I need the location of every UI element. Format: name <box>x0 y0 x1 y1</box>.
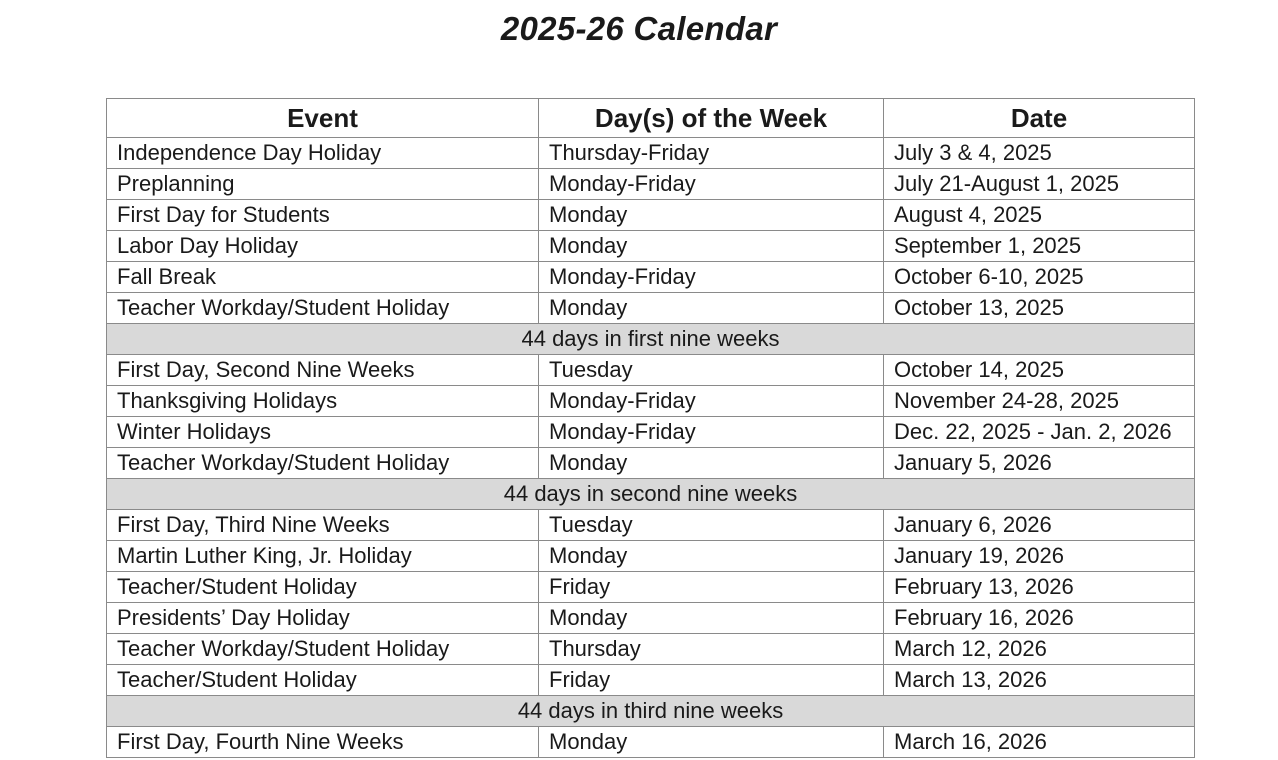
event-cell: Teacher Workday/Student Holiday <box>107 448 539 479</box>
date-cell: February 13, 2026 <box>884 572 1195 603</box>
table-row <box>107 417 1195 448</box>
date-cell: February 16, 2026 <box>884 603 1195 634</box>
column-header-date: Date <box>884 99 1195 138</box>
column-header-day: Day(s) of the Week <box>539 99 884 138</box>
table-row <box>107 138 1195 169</box>
table-row <box>107 541 1195 572</box>
table-header-row <box>107 99 1195 138</box>
date-cell: Dec. 22, 2025 - Jan. 2, 2026 <box>884 417 1195 448</box>
table-row <box>107 169 1195 200</box>
date-cell: July 3 & 4, 2025 <box>884 138 1195 169</box>
day-cell: Monday <box>539 448 884 479</box>
event-cell: First Day, Third Nine Weeks <box>107 510 539 541</box>
event-cell: Presidents’ Day Holiday <box>107 603 539 634</box>
day-cell: Monday-Friday <box>539 169 884 200</box>
day-cell: Monday-Friday <box>539 417 884 448</box>
date-cell: March 13, 2026 <box>884 665 1195 696</box>
column-header-event: Event <box>107 99 539 138</box>
event-cell: First Day, Second Nine Weeks <box>107 355 539 386</box>
calendar-table <box>106 98 1195 758</box>
date-cell: January 6, 2026 <box>884 510 1195 541</box>
summary-text: 44 days in third nine weeks <box>107 696 1195 727</box>
event-cell: Thanksgiving Holidays <box>107 386 539 417</box>
date-cell: March 12, 2026 <box>884 634 1195 665</box>
date-cell: October 13, 2025 <box>884 293 1195 324</box>
date-cell: July 21-August 1, 2025 <box>884 169 1195 200</box>
event-cell: Independence Day Holiday <box>107 138 539 169</box>
event-cell: Teacher Workday/Student Holiday <box>107 634 539 665</box>
date-cell: October 14, 2025 <box>884 355 1195 386</box>
date-cell: January 5, 2026 <box>884 448 1195 479</box>
table-row <box>107 448 1195 479</box>
event-cell: Teacher/Student Holiday <box>107 665 539 696</box>
event-cell: First Day, Fourth Nine Weeks <box>107 727 539 758</box>
day-cell: Tuesday <box>539 510 884 541</box>
day-cell: Monday <box>539 603 884 634</box>
calendar-table-body <box>107 138 1195 758</box>
table-row <box>107 572 1195 603</box>
day-cell: Monday <box>539 231 884 262</box>
day-cell: Monday <box>539 727 884 758</box>
table-row <box>107 231 1195 262</box>
date-cell: September 1, 2025 <box>884 231 1195 262</box>
day-cell: Monday <box>539 200 884 231</box>
table-row <box>107 293 1195 324</box>
summary-row <box>107 324 1195 355</box>
event-cell: Teacher/Student Holiday <box>107 572 539 603</box>
table-row <box>107 262 1195 293</box>
day-cell: Monday-Friday <box>539 386 884 417</box>
summary-row <box>107 479 1195 510</box>
day-cell: Thursday-Friday <box>539 138 884 169</box>
table-row <box>107 510 1195 541</box>
day-cell: Monday <box>539 541 884 572</box>
day-cell: Thursday <box>539 634 884 665</box>
event-cell: Martin Luther King, Jr. Holiday <box>107 541 539 572</box>
table-row <box>107 355 1195 386</box>
event-cell: First Day for Students <box>107 200 539 231</box>
table-row <box>107 200 1195 231</box>
day-cell: Monday-Friday <box>539 262 884 293</box>
date-cell: January 19, 2026 <box>884 541 1195 572</box>
date-cell: August 4, 2025 <box>884 200 1195 231</box>
event-cell: Winter Holidays <box>107 417 539 448</box>
date-cell: November 24-28, 2025 <box>884 386 1195 417</box>
table-row <box>107 386 1195 417</box>
table-row <box>107 634 1195 665</box>
page-title: 2025-26 Calendar <box>500 10 778 47</box>
summary-text: 44 days in second nine weeks <box>107 479 1195 510</box>
day-cell: Friday <box>539 572 884 603</box>
date-cell: March 16, 2026 <box>884 727 1195 758</box>
date-cell: October 6-10, 2025 <box>884 262 1195 293</box>
event-cell: Preplanning <box>107 169 539 200</box>
summary-text: 44 days in first nine weeks <box>107 324 1195 355</box>
event-cell: Teacher Workday/Student Holiday <box>107 293 539 324</box>
event-cell: Labor Day Holiday <box>107 231 539 262</box>
day-cell: Friday <box>539 665 884 696</box>
day-cell: Monday <box>539 293 884 324</box>
summary-row <box>107 696 1195 727</box>
table-row <box>107 727 1195 758</box>
table-row <box>107 665 1195 696</box>
event-cell: Fall Break <box>107 262 539 293</box>
table-row <box>107 603 1195 634</box>
day-cell: Tuesday <box>539 355 884 386</box>
